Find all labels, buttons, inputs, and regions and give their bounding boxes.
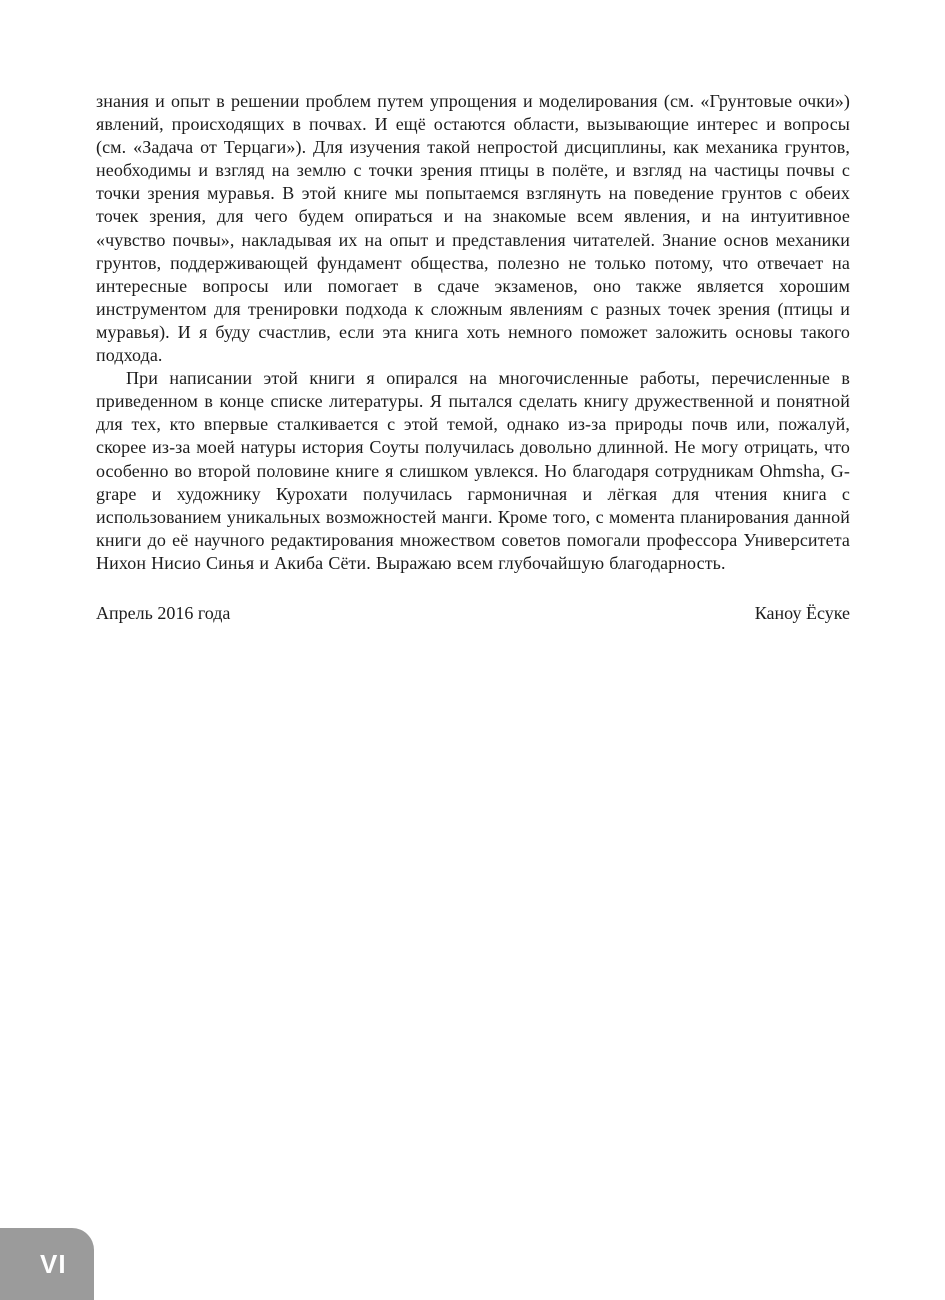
author-signature: Каноу Ёсуке xyxy=(754,602,850,623)
date-line: Апрель 2016 года xyxy=(96,602,231,623)
page-number: VI xyxy=(40,1248,67,1279)
signature-row xyxy=(96,602,850,625)
paragraph-continuation: знания и опыт в решении проблем путем упрощения и моделирования (см. «Грунтовые очки») явлений, происходящих в почвах. И ещё остаются области, вызывающие интерес и вопросы (см. «Задача от Терцаги»). Для изучения такой непростой дисциплины, как механика грунтов, необходимы и взгляд на землю с точки зрения птицы в полёте, и взгляд на частицы почвы с точки зрения муравья. В этой книге мы попытаемся взглянуть на поведение грунтов с обеих точек зрения, для чего будем опираться и на знакомые всем явления, и на интуитивное «чувство почвы», накладывая их на опыт и представления читателей. Знание основ механики грунтов, поддерживающей фундамент общества, полезно не только потому, что отвечает на интересные вопросы или помогает в сдаче экзаменов, оно также является хорошим инструментом для тренировки подхода к сложным явлениям с разных точек зрения (птицы и муравья). И я буду счастлив, если эта книга хоть немного поможет заложить основы такого подхода. xyxy=(96,91,850,366)
text-block xyxy=(96,90,850,625)
page-number-tab xyxy=(0,1228,94,1300)
paragraph-acknowledgements: При написании этой книги я опирался на многочисленные работы, перечисленные в приведенном в конце списке литературы. Я пытался сделать книгу дружественной и понятной для тех, кто впервые сталкивается с этой темой, однако из-за природы почв или, пожалуй, скорее из-за моей натуры история Соуты получилась довольно длинной. Не могу отрицать, что особенно во второй половине книге я слишком увлекся. Но благодаря сотрудникам Ohmsha, G-grape и художнику Курохати получилась гармоничная и лёгкая для чтения книга с использованием уникальных возможностей манги. Кроме того, с момента планирования данной книги до её научного редактирования множеством советов помогали профессора Университета Нихон Нисио Синья и Акиба Сёти. Выражаю всем глубочайшую благодарность. xyxy=(96,368,850,573)
